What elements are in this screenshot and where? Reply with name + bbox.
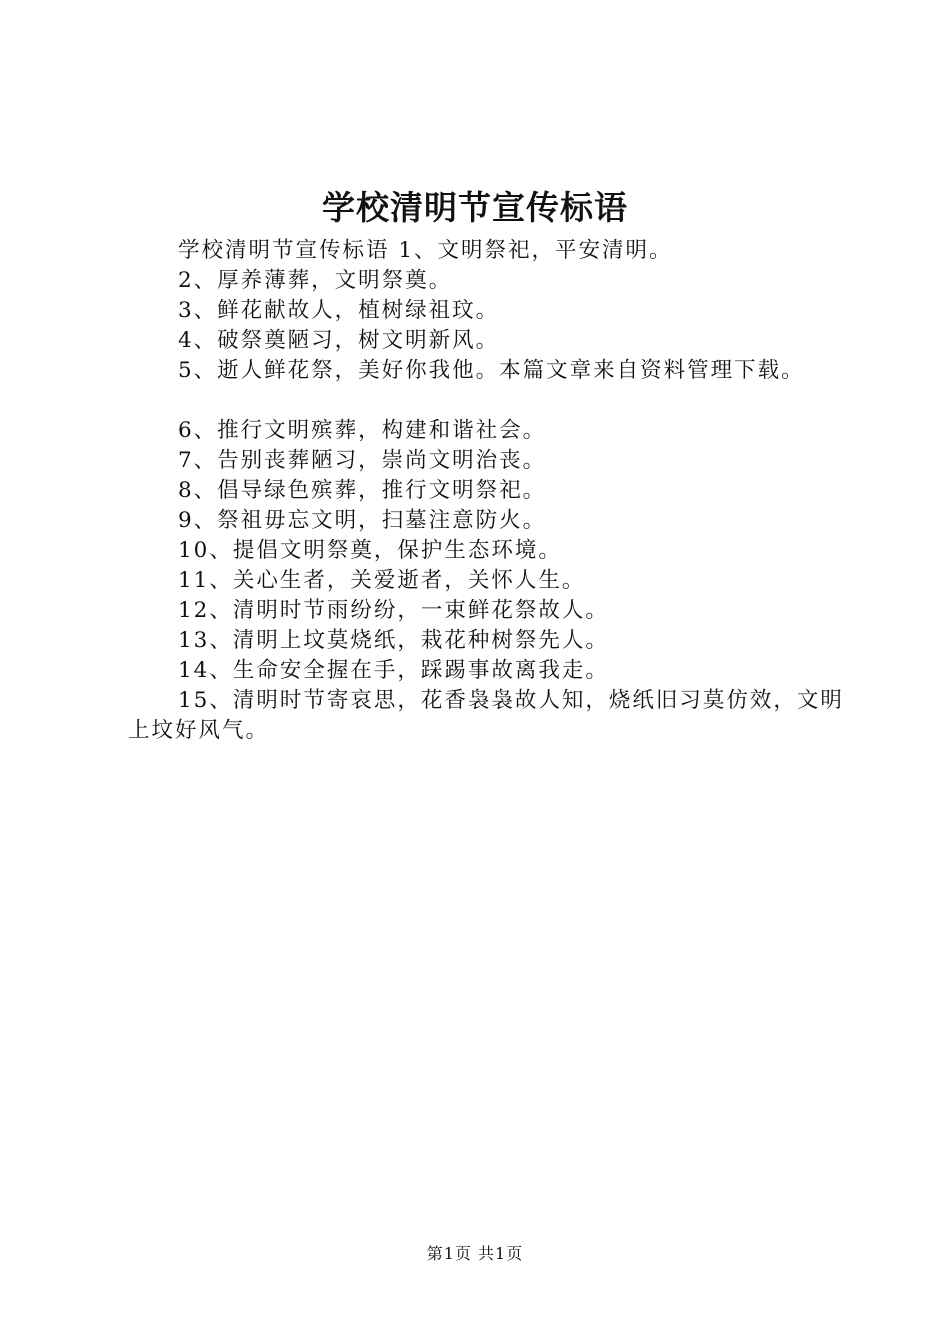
paragraph: 9、祭祖毋忘文明，扫墓注意防火。 — [178, 508, 547, 533]
paragraph: 12、清明时节雨纷纷，一束鲜花祭故人。 — [178, 598, 609, 623]
paragraph: 14、生命安全握在手，踩踢事故离我走。 — [178, 658, 609, 683]
paragraph: 6、推行文明殡葬，构建和谐社会。 — [178, 418, 547, 443]
page-number-footer: 第1页 共1页 — [426, 1244, 524, 1263]
paragraph: 7、告别丧葬陋习，崇尚文明治丧。 — [178, 448, 547, 473]
paragraph: 学校清明节宣传标语 1、文明祭祀，平安清明。 — [178, 238, 673, 263]
paragraph: 8、倡导绿色殡葬，推行文明祭祀。 — [178, 478, 547, 503]
paragraph: 13、清明上坟莫烧纸，栽花种树祭先人。 — [178, 628, 609, 653]
paragraph-gap — [128, 386, 858, 416]
document-body — [128, 236, 858, 746]
document-title: 学校清明节宣传标语 — [322, 188, 628, 227]
paragraph: 3、鲜花献故人，植树绿祖玟。 — [178, 298, 500, 323]
paragraph: 10、提倡文明祭奠，保护生态环境。 — [178, 538, 562, 563]
paragraph: 2、厚养薄葬，文明祭奠。 — [178, 268, 453, 293]
paragraph: 4、破祭奠陋习，树文明新风。 — [178, 328, 500, 353]
paragraph: 11、关心生者，关爱逝者，关怀人生。 — [178, 568, 586, 593]
paragraph: 15、清明时节寄哀思，花香袅袅故人知，烧纸旧习莫仿效，文明上坟好风气。 — [128, 688, 844, 743]
paragraph: 5、逝人鲜花祭，美好你我他。本篇文章来自资料管理下载。 — [178, 358, 805, 383]
